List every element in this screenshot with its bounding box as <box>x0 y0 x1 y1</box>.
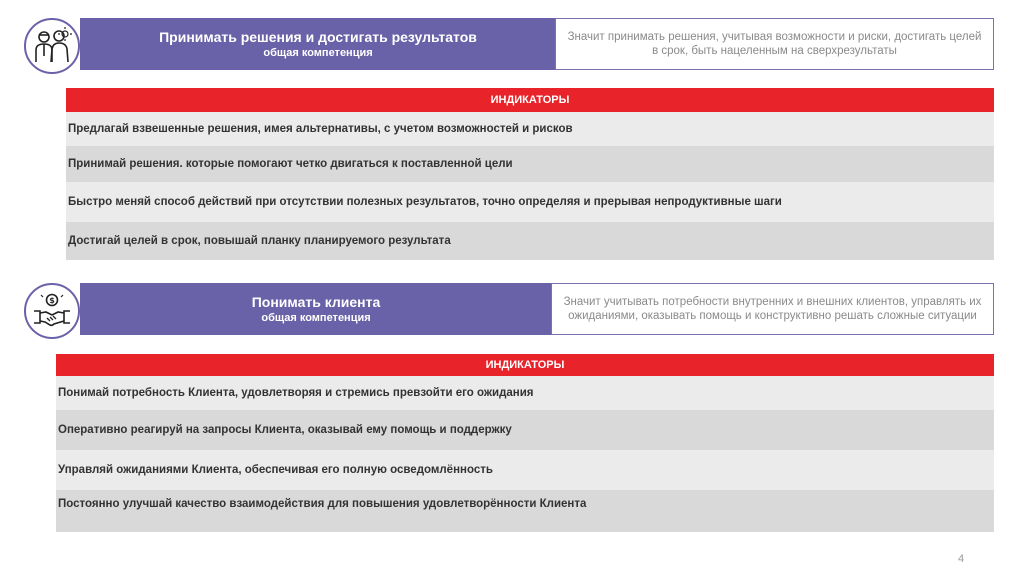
indicator-text: Достигай целей в срок, повышай планку планируемого результата <box>68 235 451 247</box>
competency-description <box>555 18 994 70</box>
indicator-text: Предлагай взвешенные решения, имея альтернативы, с учетом возможностей и рисков <box>68 123 573 135</box>
competency-description-text: Значит принимать решения, учитывая возможности и риски, достигать целей в срок, быть нацеленным на сверхрезультаты <box>567 31 982 57</box>
business-people-icon <box>24 18 80 74</box>
indicator-row <box>66 146 994 182</box>
competency-description <box>551 283 994 335</box>
handshake-dollar-icon <box>24 283 80 339</box>
competency-title: Принимать решения и достигать результатов <box>159 28 477 45</box>
indicator-row <box>56 490 994 532</box>
indicator-text: Быстро меняй способ действий при отсутствии полезных результатов, точно определяя и прерывая непродуктивные шаги <box>68 196 782 208</box>
page-number: 4 <box>958 553 965 565</box>
competency-header-bar <box>80 283 552 335</box>
competency-description-text: Значит учитывать потребности внутренних и внешних клиентов, управлять их ожиданиями, оказывать помощь и конструктивно решать сложные ситуации <box>563 296 982 322</box>
svg-text:$: $ <box>49 296 55 305</box>
indicators-header-label: ИНДИКАТОРЫ <box>485 359 565 371</box>
indicator-text: Понимай потребность Клиента, удовлетворяя и стремись превзойти его ожидания <box>58 387 534 399</box>
indicator-row <box>66 182 994 222</box>
indicator-row <box>56 376 994 410</box>
competency-subtitle: общая компетенция <box>263 46 373 59</box>
indicator-text: Управляй ожиданиями Клиента, обеспечивая его полную осведомлённость <box>58 464 493 476</box>
indicators-header-label: ИНДИКАТОРЫ <box>490 94 570 106</box>
indicator-text: Постоянно улучшай качество взаимодействия для повышения удовлетворённости Клиента <box>58 498 587 510</box>
indicators-header <box>66 88 994 112</box>
competency-header-bar <box>80 18 556 70</box>
indicator-text: Оперативно реагируй на запросы Клиента, оказывай ему помощь и поддержку <box>58 424 512 436</box>
competency-subtitle: общая компетенция <box>261 311 371 324</box>
indicators-header <box>56 354 994 376</box>
indicator-row <box>56 410 994 450</box>
indicator-row <box>66 112 994 146</box>
indicator-row <box>66 222 994 260</box>
indicator-row <box>56 450 994 490</box>
indicator-text: Принимай решения. которые помогают четко двигаться к поставленной цели <box>68 158 513 170</box>
competency-title: Понимать клиента <box>251 293 381 310</box>
